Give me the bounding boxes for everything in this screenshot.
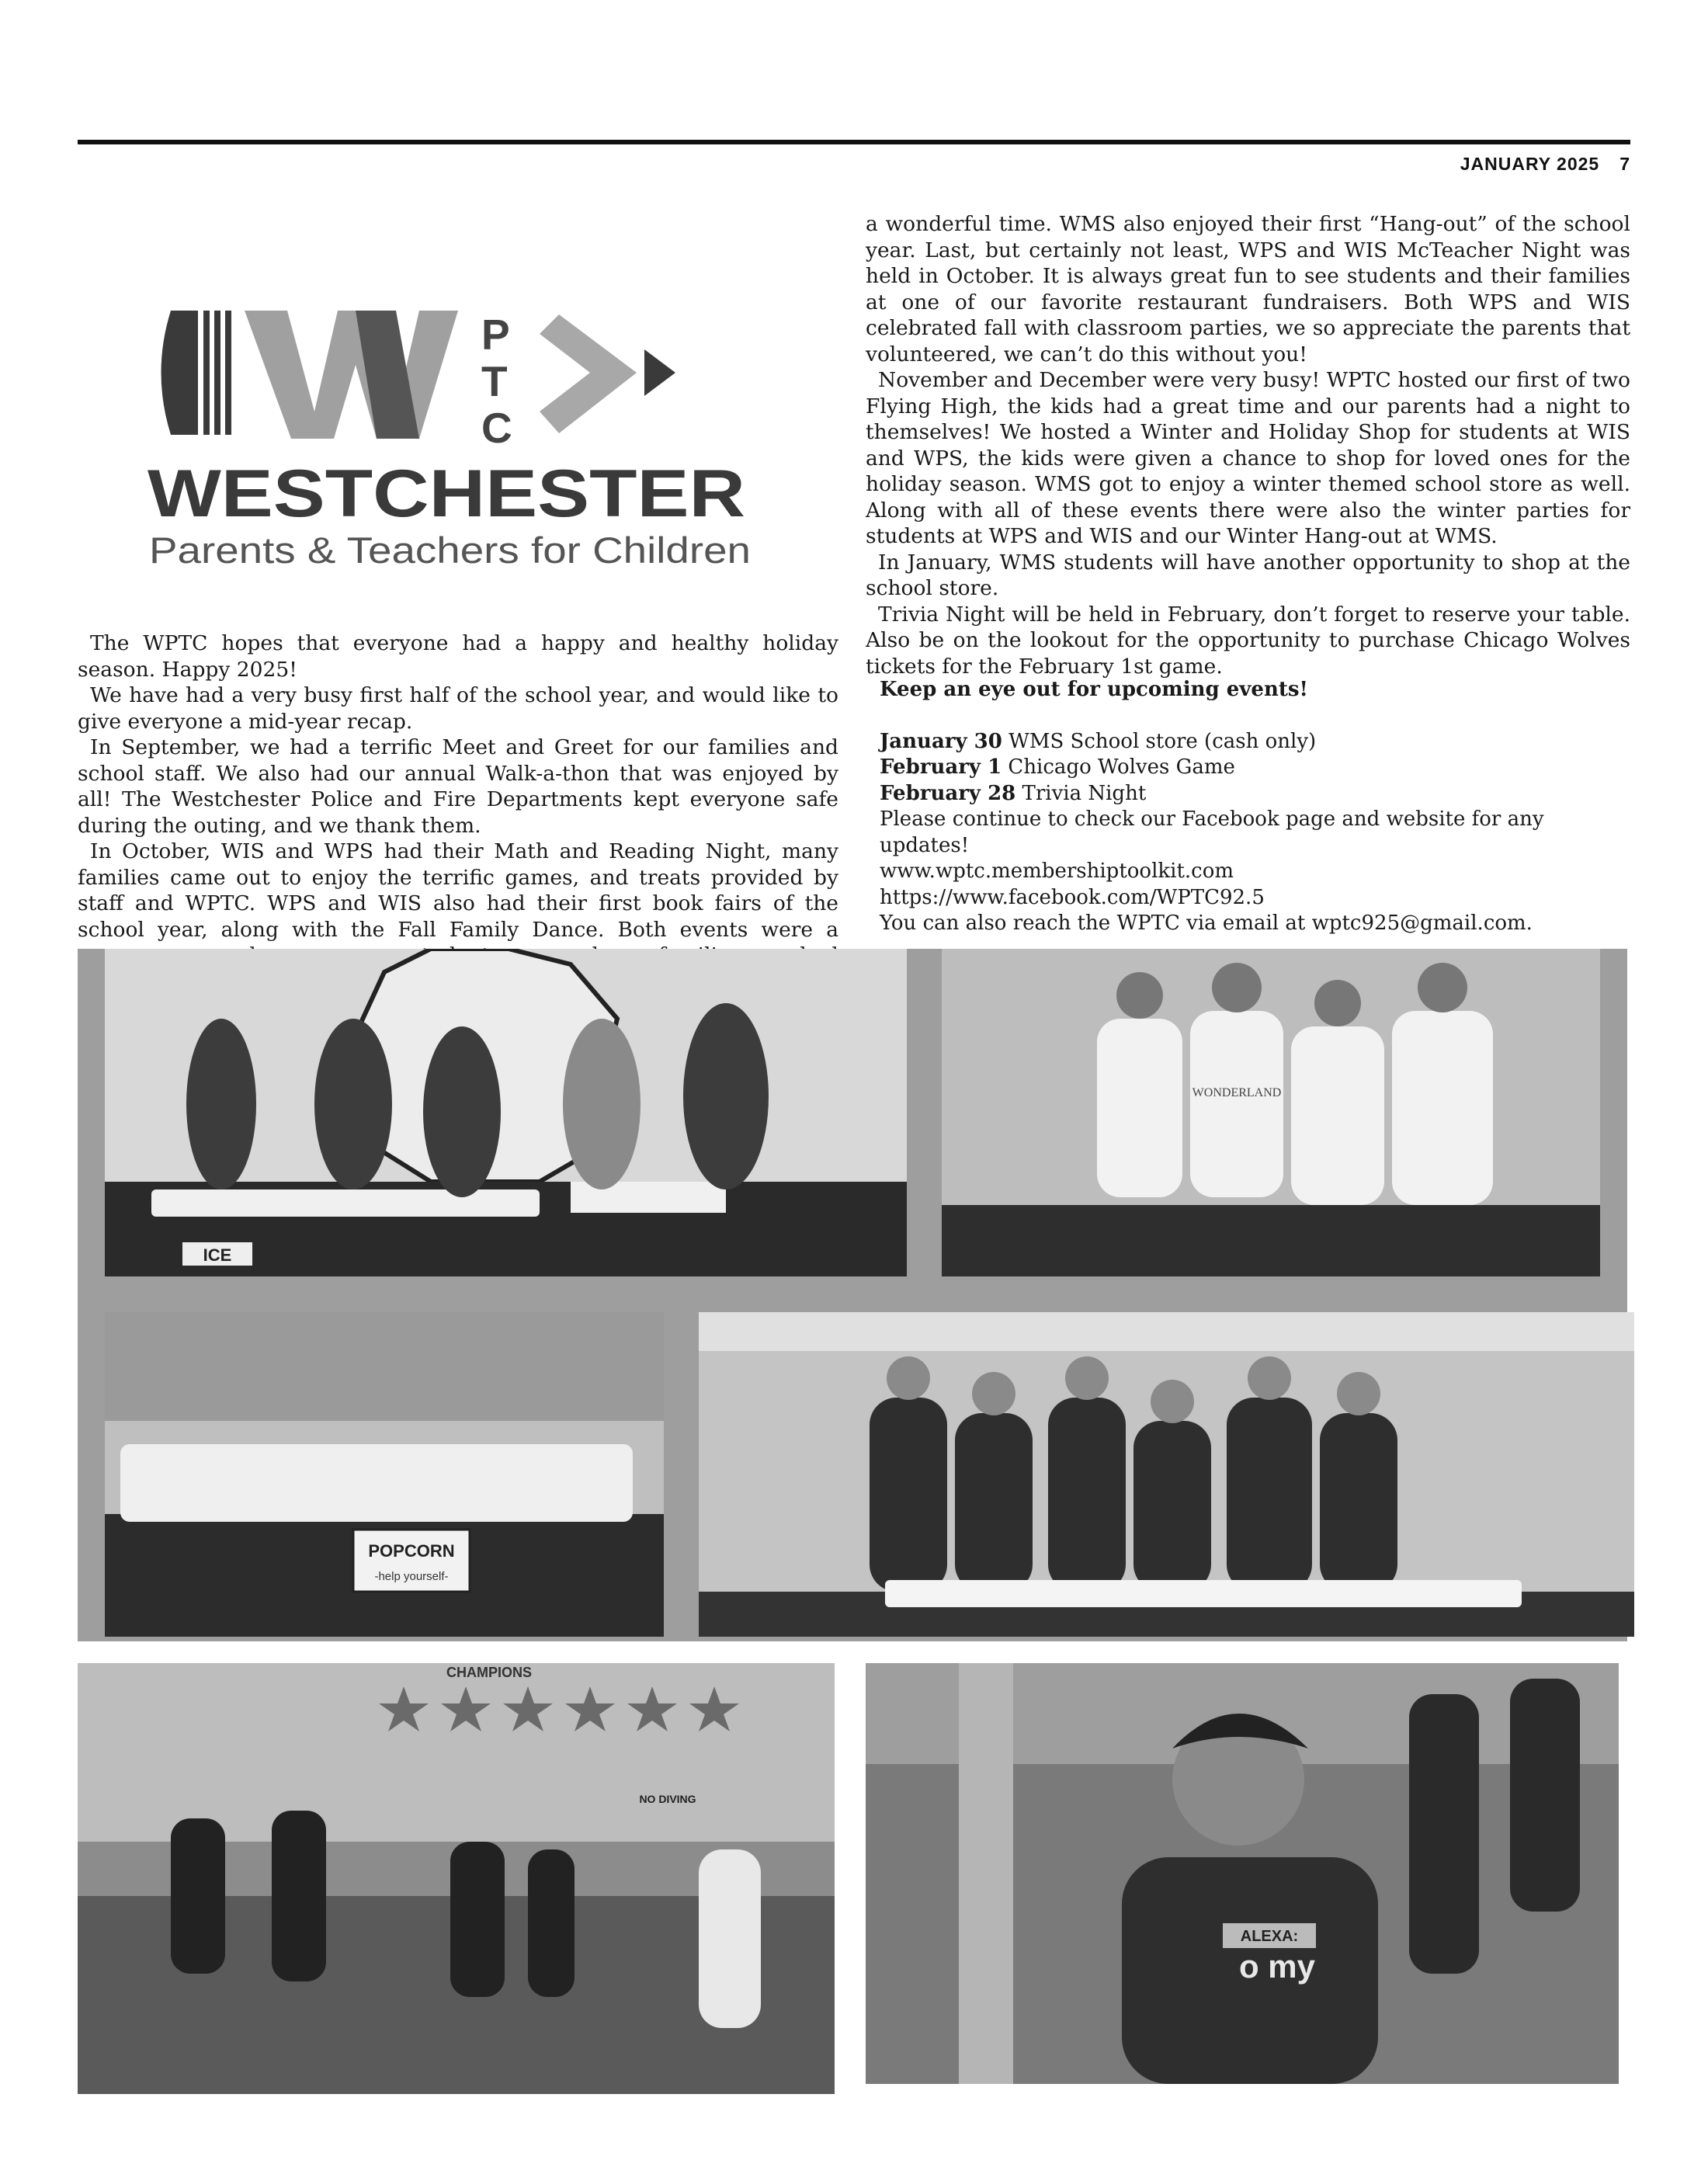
popcorn-sub: -help yourself- [374,1570,449,1583]
paragraph: In October, WIS and WPS had their Math and Reading Night, many families came out to enjoy the terrific games, and treats provided by staff and WPTC. WPS and WIS also had their first book fairs of the school year, along with the Fall Family Dance. Both events were a [78,839,838,942]
photo-popcorn-table [105,1312,664,1637]
paragraph: Trivia Night will be held in February, don’t forget to reserve your table. Also be on the lookout for the opportunity to purchase Chicago Wolves tickets for the February 1st game. [866,602,1630,679]
event-desc: WMS School store (cash only) [1002,729,1317,753]
gym-banner: CHAMPIONS [446,1665,533,1680]
paragraph: a wonderful time. WMS also enjoyed their first “Hang-out” of the school year. Last, but certainly not least, WPS and WIS McTeacher Night was held in October. It is always great fun to see students and their families at one of our favorite restaurant fundraisers. Both WPS and WIS celebrated fall with classroom parties, we so appreciate the parents that volunteered, we can’t do this without you! [866,212,1630,366]
email-note: You can also reach the WPTC via email at wptc925@gmail.com. [880,912,1533,935]
wptc-logo [140,295,761,575]
website-link[interactable]: www.wptc.membershiptoolkit.com [880,860,1234,883]
article-column-left [78,630,838,969]
events-heading: Keep an eye out for upcoming events! [880,678,1308,701]
events-note: Please continue to check our Facebook page and website for any updates! [880,807,1544,857]
event-desc: Chicago Wolves Game [1002,755,1235,779]
page-header [1460,154,1630,175]
issue-date: JANUARY 2025 [1460,154,1600,174]
paragraph: We have had a very busy first half of the school year, and would like to give everyone a mid-year recap. [78,683,838,734]
photo-running-boy [866,1663,1619,2084]
logo-letter-c: C [481,404,512,452]
photo-wonderland-volunteers [942,949,1600,1276]
facebook-link[interactable]: https://www.facebook.com/WPTC92.5 [880,885,1265,909]
photo-gym-kids [78,1663,835,2094]
logo-letter-p: P [481,311,510,359]
paragraph: In January, WMS students will have another opportunity to shop at the school store. [866,550,1630,600]
logo-name: WESTCHESTER [148,457,745,531]
photo-kitchen-volunteers [699,1312,1634,1637]
shirt-text: WONDERLAND [1192,1086,1282,1099]
article-column-right [866,211,1630,679]
upcoming-events [880,677,1633,937]
event-item [880,729,1633,755]
logo-tagline: Parents & Teachers for Children [149,530,751,571]
paragraph: The WPTC hopes that everyone had a happy and healthy holiday season. Happy 2025! [78,631,838,682]
photo-snack-table [105,949,907,1276]
logo-letter-t: T [481,357,508,405]
event-desc: Trivia Night [1015,781,1147,805]
popcorn-label: POPCORN [368,1541,455,1561]
kid-shirt-1: ALEXA: [1240,1928,1299,1945]
kid-shirt-2: o my [1238,1948,1316,1985]
event-item [880,781,1633,807]
paragraph: November and December were very busy! WPTC hosted our first of two Flying High, the kids had a great time and our parents had a night to themselves! We hosted a Winter and Holiday Shop for students at WIS and WPS, the kids were given a chance to shop for loved ones for the holiday season. WMS got to enjoy a winter themed school store as well. Along with all of these events there were also the winter parties for students at WPS and WIS and our Winter Hang-out at WMS. [866,368,1630,548]
event-date: February 28 [880,781,1016,805]
top-rule [78,140,1630,144]
paragraph: In September, we had a terrific Meet and Greet for our families and school staff. We also had our annual Walk-a-thon that was enjoyed by all! The Westchester Police and Fire Departments kept everyone safe during the outing, and we thank them. [78,735,838,838]
ice-label: ICE [203,1245,232,1265]
event-date: February 1 [880,755,1002,779]
gym-sign: NO DIVING [639,1793,696,1805]
page-number: 7 [1619,154,1630,174]
event-date: January 30 [880,729,1002,753]
event-item [880,755,1633,781]
